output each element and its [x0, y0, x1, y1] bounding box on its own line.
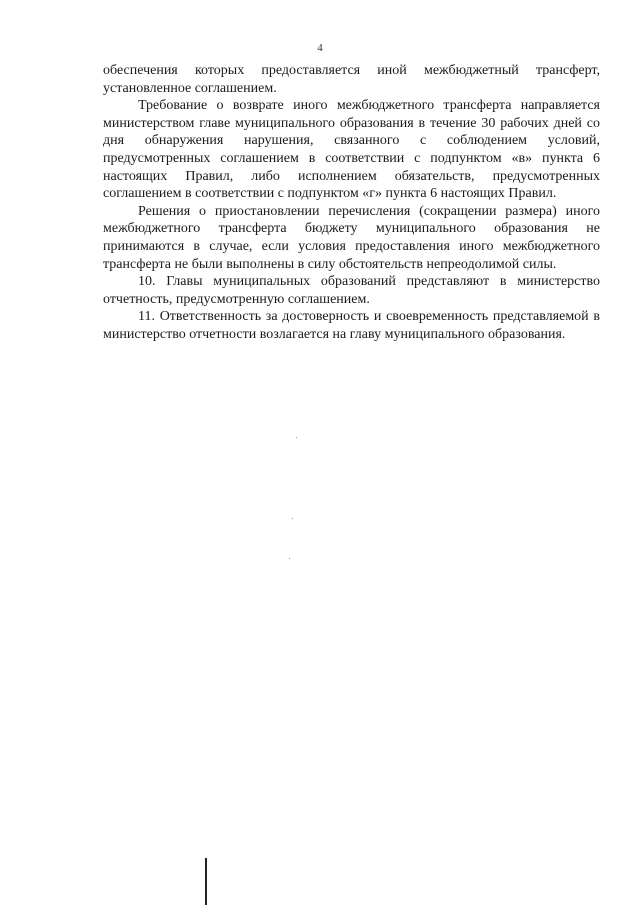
- paragraph-refund-demand: Требование о возврате иного межбюджетного трансферта направляется министерством главе муниципального образования в течение 30 рабочих дней со дня обнаружения нарушения, связанного с соблюдением условий, предусмотренных соглашением в соответствии с подпунктом «в» пункта 6 настоящих Правил, либо исполнением обязательств, предусмотренных соглашением в соответствии с подпунктом «г» пункта 6 настоящих Правил.: [103, 98, 600, 202]
- paragraph-item-11: 11. Ответственность за достоверность и своевременность представляемой в министерство отчетности возлагается на главу муниципального образования.: [103, 309, 600, 342]
- paragraph-continuation: обеспечения которых предоставляется иной межбюджетный трансферт, установленное соглашением.: [103, 63, 600, 96]
- scan-speck: [289, 558, 290, 559]
- document-body: [103, 62, 600, 344]
- page-number: 4: [317, 42, 323, 54]
- scan-binding-line: [205, 858, 207, 905]
- paragraph-item-10: 10. Главы муниципальных образований представляют в министерство отчетность, предусмотренную соглашением.: [103, 274, 600, 307]
- scan-speck: [296, 437, 297, 438]
- paragraph-suspension-decisions: Решения о приостановлении перечисления (сокращении размера) иного межбюджетного трансферта бюджету муниципального образования не принимаются в случае, если условия предоставления иного межбюджетного трансферта не были выполнены в силу обстоятельств непреодолимой силы.: [103, 203, 600, 272]
- scan-speck: [292, 518, 293, 519]
